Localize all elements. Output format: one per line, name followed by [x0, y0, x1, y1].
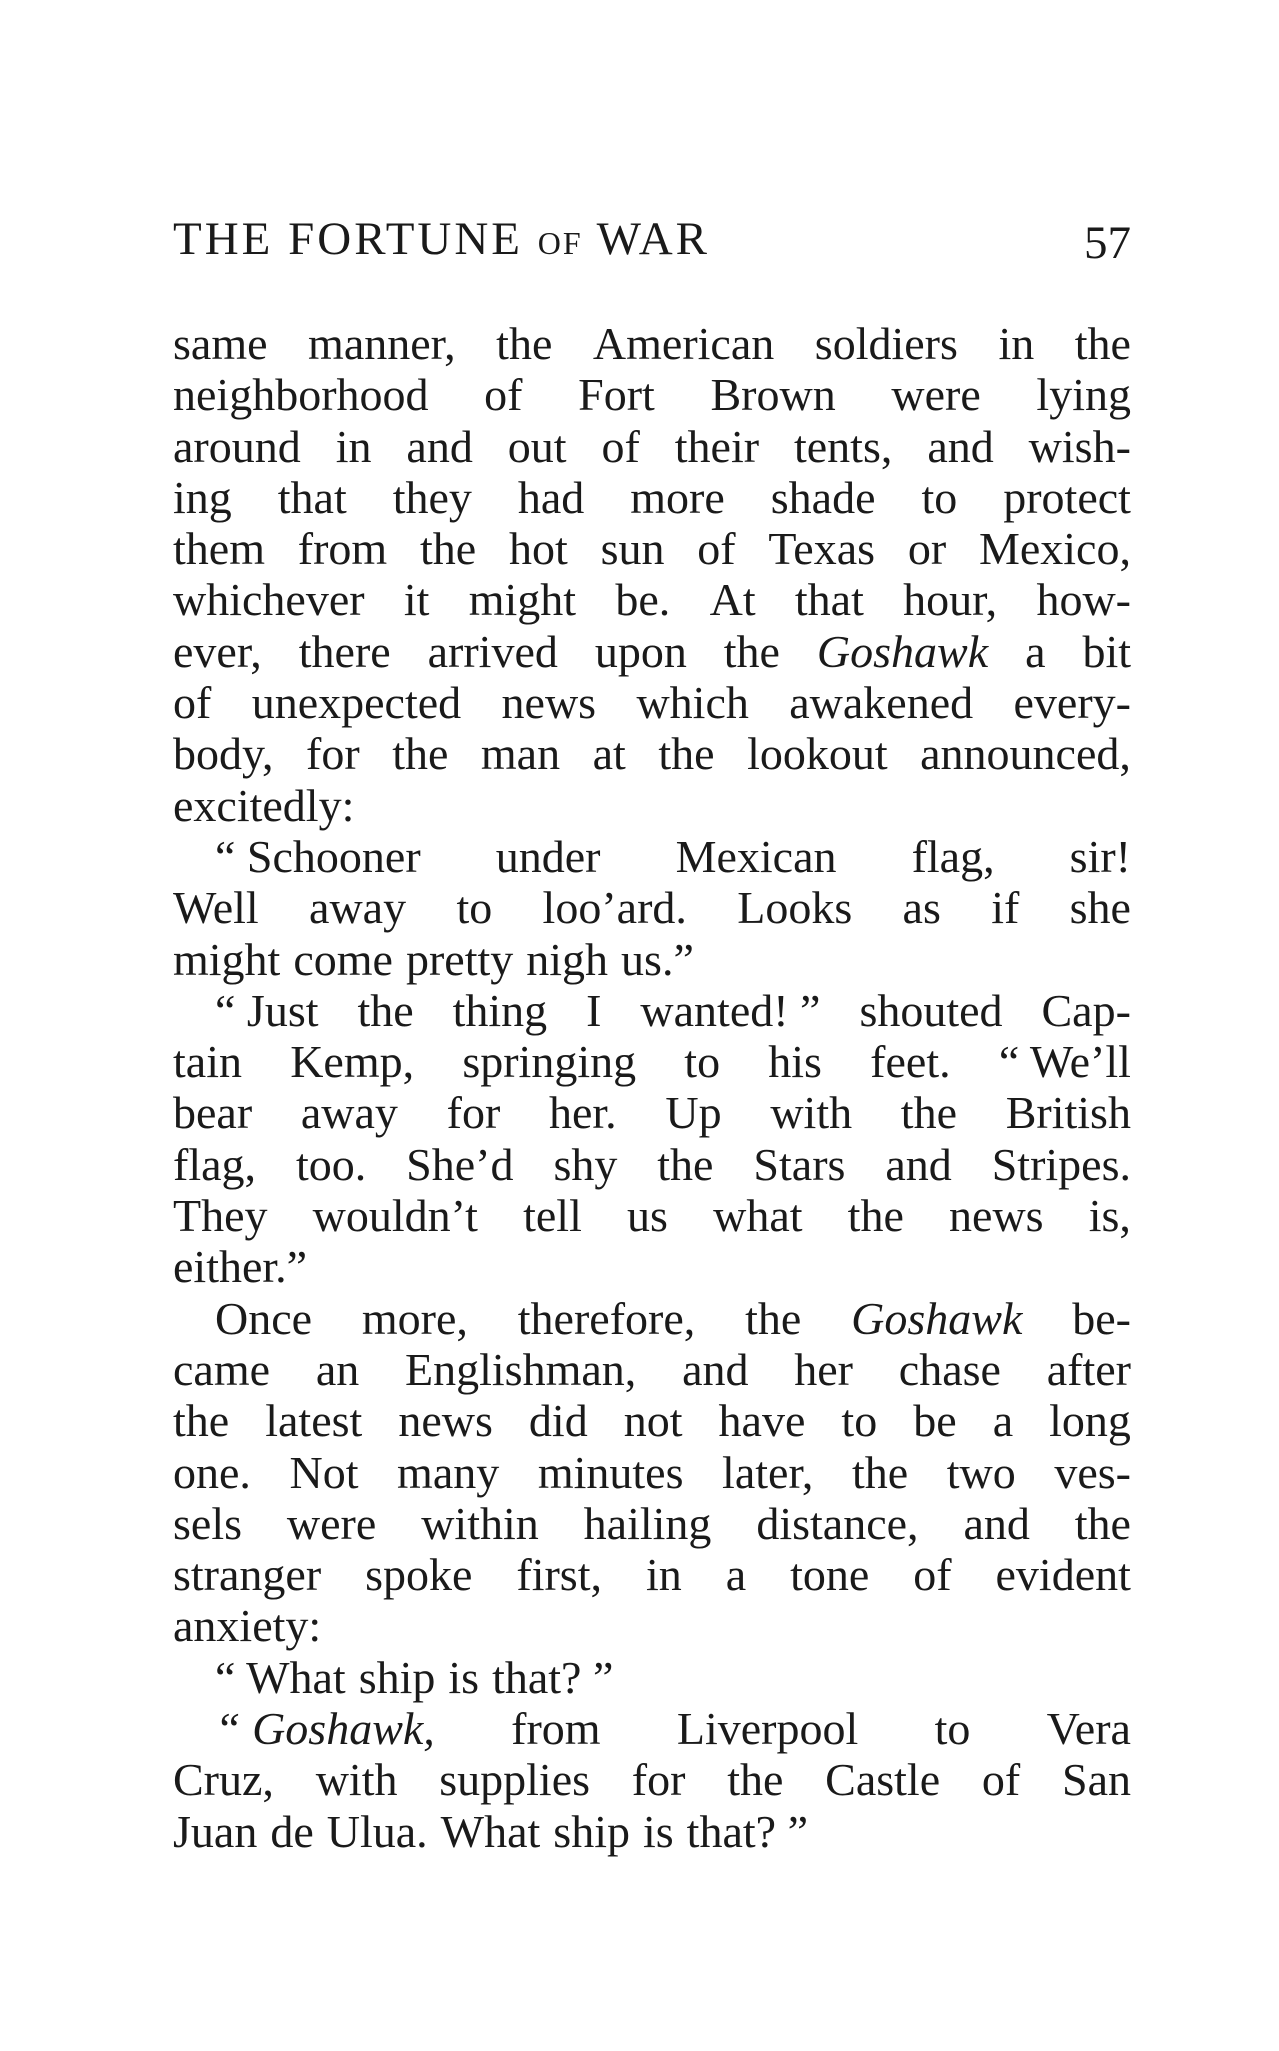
text-line: [173, 1087, 1131, 1138]
word: sels: [173, 1497, 242, 1549]
word: lying: [1036, 369, 1131, 421]
word: nigh: [526, 933, 609, 985]
word: for: [446, 1087, 501, 1139]
word: with: [315, 1754, 398, 1806]
word: ves-: [1054, 1446, 1131, 1498]
text-line: [173, 1549, 1131, 1600]
word: them: [173, 523, 265, 575]
word: announced,: [920, 728, 1131, 780]
word: the: [392, 728, 449, 780]
word: later,: [722, 1446, 814, 1498]
word: came: [173, 1343, 271, 1395]
word: out: [507, 420, 567, 472]
word: long: [1049, 1395, 1131, 1447]
text-line: [173, 1293, 1131, 1344]
word: how-: [1036, 574, 1131, 626]
word: as: [902, 882, 941, 934]
word: is: [448, 1651, 480, 1703]
word: ing: [173, 471, 232, 523]
word: wouldn’t: [312, 1190, 478, 1242]
word: and: [682, 1343, 749, 1395]
text-line: [173, 472, 1131, 523]
word: tents,: [793, 420, 893, 472]
word: in: [645, 1549, 682, 1601]
word: soldiers: [814, 318, 958, 369]
word: Fort: [578, 369, 655, 421]
word: which: [636, 677, 749, 729]
word: have: [718, 1395, 806, 1447]
word: Mexican: [675, 830, 837, 882]
word: sir!: [1069, 830, 1131, 882]
running-head: [173, 212, 710, 266]
word: “ Goshawk,: [215, 1703, 435, 1755]
word: might: [468, 574, 577, 626]
word: shouted: [859, 984, 1003, 1036]
word: minutes: [537, 1446, 684, 1498]
word: news: [501, 677, 597, 729]
text-line: [173, 985, 1131, 1036]
text-line: [173, 1190, 1131, 1241]
word: the: [496, 318, 553, 369]
word: They: [173, 1190, 268, 1242]
text-line: [173, 1036, 1131, 1087]
text-line: [173, 1395, 1131, 1446]
body-text: [173, 318, 1131, 1857]
word: the: [420, 523, 477, 575]
word: Juan: [173, 1805, 258, 1857]
word: did: [528, 1395, 588, 1447]
text-line: [173, 728, 1131, 779]
word: awakened: [789, 677, 974, 729]
word: Englishman,: [405, 1343, 637, 1395]
word: body,: [173, 728, 274, 780]
word: under: [495, 830, 601, 882]
word: two: [946, 1446, 1016, 1498]
word: first,: [516, 1549, 602, 1601]
word: ship: [553, 1805, 630, 1857]
word: and: [927, 420, 994, 472]
word: more,: [361, 1292, 468, 1344]
word: news: [949, 1190, 1044, 1242]
word: be.: [615, 574, 671, 626]
word: and: [885, 1138, 952, 1190]
text-line: [173, 1344, 1131, 1395]
word: the: [657, 1138, 714, 1190]
word: with: [770, 1087, 853, 1139]
word: anxiety:: [173, 1600, 322, 1652]
word: a: [1025, 625, 1046, 677]
text-line: [173, 626, 1131, 677]
word: Texas: [768, 523, 876, 575]
word: of: [697, 523, 736, 575]
word: she: [1069, 882, 1131, 934]
word: neighborhood: [173, 369, 429, 421]
word: Up: [665, 1087, 722, 1139]
word: latest: [265, 1395, 363, 1447]
word: American: [592, 318, 775, 369]
word: hailing: [583, 1497, 712, 1549]
word: after: [1046, 1343, 1131, 1395]
word: in: [998, 318, 1035, 369]
word: away: [309, 882, 407, 934]
word: sun: [600, 523, 665, 575]
word: “ What: [215, 1651, 346, 1703]
word: that: [277, 471, 347, 523]
word: were: [286, 1497, 377, 1549]
word: therefore,: [517, 1292, 696, 1344]
word: British: [1005, 1087, 1131, 1139]
word: an: [315, 1343, 360, 1395]
text-line: [173, 1806, 1131, 1857]
word: Not: [289, 1446, 359, 1498]
word: his: [768, 1036, 822, 1088]
word: same: [173, 318, 268, 369]
word: Kemp,: [290, 1036, 415, 1088]
word: the: [658, 728, 715, 780]
word: wish-: [1028, 420, 1131, 472]
word: to: [684, 1036, 721, 1088]
word: supplies: [439, 1754, 591, 1806]
word: stranger: [173, 1549, 322, 1601]
word: her: [794, 1343, 854, 1395]
word: from: [297, 523, 388, 575]
word: one.: [173, 1446, 251, 1498]
word: upon: [594, 625, 687, 677]
text-line: [173, 574, 1131, 625]
text-line: [173, 1447, 1131, 1498]
word: to: [921, 471, 958, 523]
word: She’d: [406, 1138, 514, 1190]
word: to: [456, 882, 493, 934]
word: they: [392, 471, 472, 523]
word: for: [631, 1754, 686, 1806]
word: What: [440, 1805, 541, 1857]
word: a: [725, 1549, 747, 1601]
word: were: [891, 369, 981, 421]
word: At: [709, 574, 756, 626]
word: flag,: [173, 1138, 257, 1190]
word: Looks: [737, 882, 853, 934]
word: at: [592, 728, 626, 780]
word: Castle: [825, 1754, 941, 1806]
word: flag,: [911, 830, 995, 882]
word: many: [397, 1446, 500, 1498]
text-line: [173, 780, 1131, 831]
word: man: [480, 728, 561, 780]
word: Goshawk: [851, 1292, 1023, 1344]
word: ship: [358, 1651, 436, 1703]
text-line: [173, 1703, 1131, 1754]
word: the: [723, 625, 780, 677]
word: Ulua.: [326, 1805, 428, 1857]
word: wanted! ”: [640, 984, 821, 1036]
word: a: [992, 1395, 1014, 1447]
word: for: [306, 728, 360, 780]
word: from: [511, 1703, 601, 1755]
word: the: [1074, 318, 1131, 369]
word: the: [745, 1292, 802, 1344]
word: is: [642, 1805, 674, 1857]
word: the: [357, 984, 414, 1036]
word: in: [335, 420, 372, 472]
word: evident: [995, 1549, 1131, 1601]
word: excitedly:: [173, 779, 355, 831]
word: Goshawk: [816, 625, 989, 677]
word: it: [403, 574, 430, 626]
word: of: [173, 677, 212, 729]
word: shade: [770, 471, 876, 523]
word: Well: [173, 882, 259, 934]
word: spoke: [365, 1549, 473, 1601]
word: that: [794, 574, 864, 626]
word: Stripes.: [991, 1138, 1131, 1190]
word: I: [586, 984, 602, 1036]
word: that? ”: [686, 1805, 808, 1857]
word: shy: [553, 1138, 618, 1190]
word: us: [627, 1190, 668, 1242]
text-line: [173, 1498, 1131, 1549]
word: come: [293, 933, 393, 985]
text-line: [173, 1652, 1131, 1703]
word: the: [173, 1395, 230, 1447]
word: around: [173, 420, 301, 472]
word: protect: [1003, 471, 1131, 523]
text-line: [173, 421, 1131, 472]
word: Brown: [710, 369, 836, 421]
word: the: [847, 1190, 904, 1242]
word: the: [1074, 1497, 1131, 1549]
word: and: [406, 420, 473, 472]
word: Vera: [1046, 1703, 1131, 1755]
text-line: [173, 831, 1131, 882]
word: arrived: [427, 625, 558, 677]
word: the: [851, 1446, 909, 1498]
word: had: [517, 471, 585, 523]
word: the: [727, 1754, 784, 1806]
word: bit: [1082, 625, 1131, 677]
text-line: [173, 1241, 1131, 1292]
text-line: [173, 1754, 1131, 1805]
text-line: [173, 318, 1131, 369]
word: thing: [452, 984, 548, 1036]
text-line: [173, 934, 1131, 985]
word: hour,: [903, 574, 998, 626]
running-head-war: WAR: [596, 213, 711, 265]
word: her.: [548, 1087, 617, 1139]
word: hot: [509, 523, 568, 575]
word: to: [841, 1395, 878, 1447]
word: Liverpool: [676, 1703, 859, 1755]
running-head-of: OF: [537, 225, 583, 261]
word: “ Schooner: [215, 830, 421, 882]
word: manner,: [308, 318, 456, 369]
word: of: [601, 420, 640, 472]
word: their: [674, 420, 760, 472]
word: every-: [1013, 677, 1131, 729]
running-head-title: THE FORTUNE: [173, 213, 524, 265]
word: is,: [1088, 1190, 1131, 1242]
word: be-: [1072, 1292, 1131, 1344]
word: Once: [215, 1292, 313, 1344]
word: ever,: [173, 625, 262, 677]
word: bear: [173, 1087, 253, 1139]
text-line: [173, 523, 1131, 574]
word: there: [298, 625, 391, 677]
page-header: [173, 212, 1131, 282]
word: feet.: [870, 1036, 951, 1088]
word: unexpected: [251, 677, 462, 729]
word: or: [907, 523, 947, 575]
page-number: 57: [1084, 217, 1131, 269]
word: “ Just: [215, 984, 319, 1036]
word: within: [421, 1497, 539, 1549]
word: loo’ard.: [542, 882, 687, 934]
word: what: [713, 1190, 803, 1242]
word: lookout: [747, 728, 888, 780]
word: tell: [523, 1190, 582, 1242]
word: Mexico,: [978, 523, 1131, 575]
text-line: [173, 369, 1131, 420]
word: too.: [295, 1138, 367, 1190]
word: be: [913, 1395, 957, 1447]
word: chase: [898, 1343, 1001, 1395]
word: might: [173, 933, 281, 985]
word: the: [900, 1087, 957, 1139]
word: more: [630, 471, 725, 523]
word: San: [1062, 1754, 1131, 1806]
word: whichever: [173, 574, 365, 626]
word: of: [981, 1754, 1021, 1806]
word: of: [913, 1549, 952, 1601]
word: of: [484, 369, 523, 421]
word: Stars: [753, 1138, 846, 1190]
text-line: [173, 882, 1131, 933]
word: distance,: [756, 1497, 919, 1549]
word: Cruz,: [173, 1754, 274, 1806]
word: tain: [173, 1036, 242, 1088]
word: either.”: [173, 1241, 308, 1293]
text-line: [173, 1139, 1131, 1190]
word: news: [398, 1395, 493, 1447]
text-line: [173, 677, 1131, 728]
word: that? ”: [492, 1651, 614, 1703]
word: Cap-: [1041, 984, 1131, 1036]
word: if: [991, 882, 1020, 934]
word: “ We’ll: [998, 1036, 1131, 1088]
word: to: [934, 1703, 971, 1755]
word: pretty: [405, 933, 514, 985]
text-line: [173, 1600, 1131, 1651]
word: and: [963, 1497, 1030, 1549]
word: away: [300, 1087, 398, 1139]
word: springing: [462, 1036, 637, 1088]
word: tone: [790, 1549, 870, 1601]
word: not: [623, 1395, 683, 1447]
word: de: [270, 1805, 314, 1857]
word: us.”: [621, 933, 694, 985]
